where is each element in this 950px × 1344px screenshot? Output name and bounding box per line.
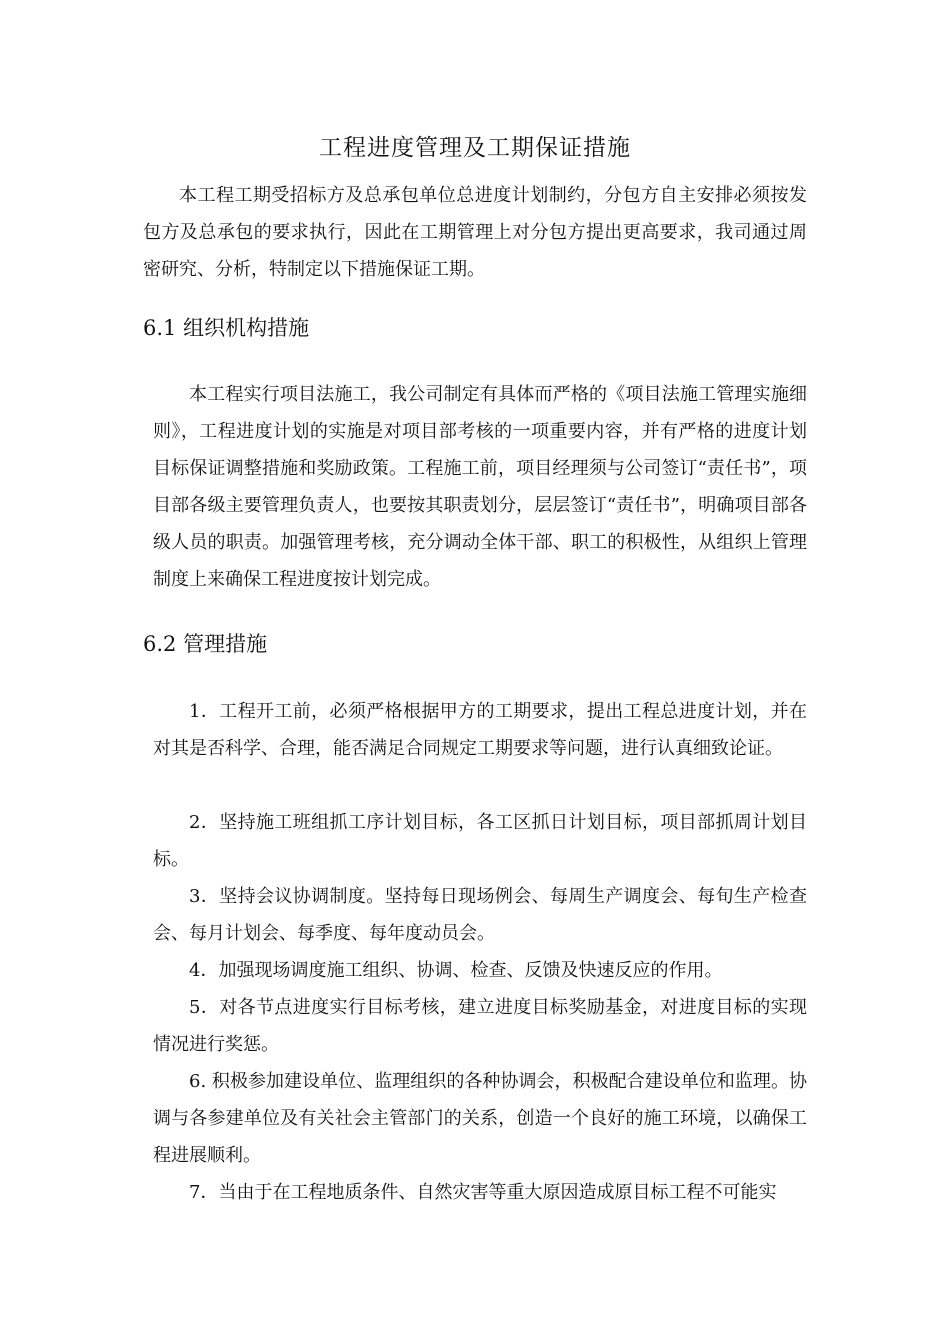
intro-paragraph: 本工程工期受招标方及总承包单位总进度计划制约，分包方自主安排必须按发包方及总承包的要求执行，因此在工期管理上对分包方提出更高要求，我司通过周密研究、分析，特制定以下措施保证工期。: [143, 185, 807, 280]
section-heading-organization: 6.1 组织机构措施: [143, 316, 310, 340]
section-organization-body: 本工程实行项目法施工，我公司制定有具体而严格的《项目法施工管理实施细则》，工程进度计划的实施是对项目部考核的一项重要内容，并有严格的进度计划目标保证调整措施和奖励政策。工程施工前，项目经理须与公司签订“责任书”，项目部各级主要管理负责人，也要按其职责划分，层层签订“责任书”，明确项目部各级人员的职责。加强管理考核，充分调动全体干部、职工的积极性，从组织上管理制度上来确保工程进度按计划完成。: [153, 384, 807, 590]
management-item-5: 5．对各节点进度实行目标考核，建立进度目标奖励基金，对进度目标的实现情况进行奖惩。: [153, 997, 807, 1055]
management-item-2: 2．坚持施工班组抓工序计划目标，各工区抓日计划目标，项目部抓周计划目标。: [153, 812, 807, 870]
document-title: 工程进度管理及工期保证措施: [319, 135, 631, 161]
section-heading-management: 6.2 管理措施: [143, 632, 268, 656]
management-item-3: 3．坚持会议协调制度。坚持每日现场例会、每周生产调度会、每旬生产检查会、每月计划会、每季度、每年度动员会。: [153, 886, 807, 944]
management-item-1: 1．工程开工前，必须严格根据甲方的工期要求，提出工程总进度计划，并在对其是否科学、合理，能否满足合同规定工期要求等问题，进行认真细致论证。: [153, 701, 807, 759]
management-item-6: 6. 积极参加建设单位、监理组织的各种协调会，积极配合建设单位和监理。协调与各参建单位及有关社会主管部门的关系，创造一个良好的施工环境，以确保工程进展顺利。: [153, 1071, 807, 1166]
management-item-4: 4．加强现场调度施工组织、协调、检查、反馈及快速反应的作用。: [189, 960, 723, 981]
management-item-7: 7．当由于在工程地质条件、自然灾害等重大原因造成原目标工程不可能实: [189, 1182, 777, 1203]
